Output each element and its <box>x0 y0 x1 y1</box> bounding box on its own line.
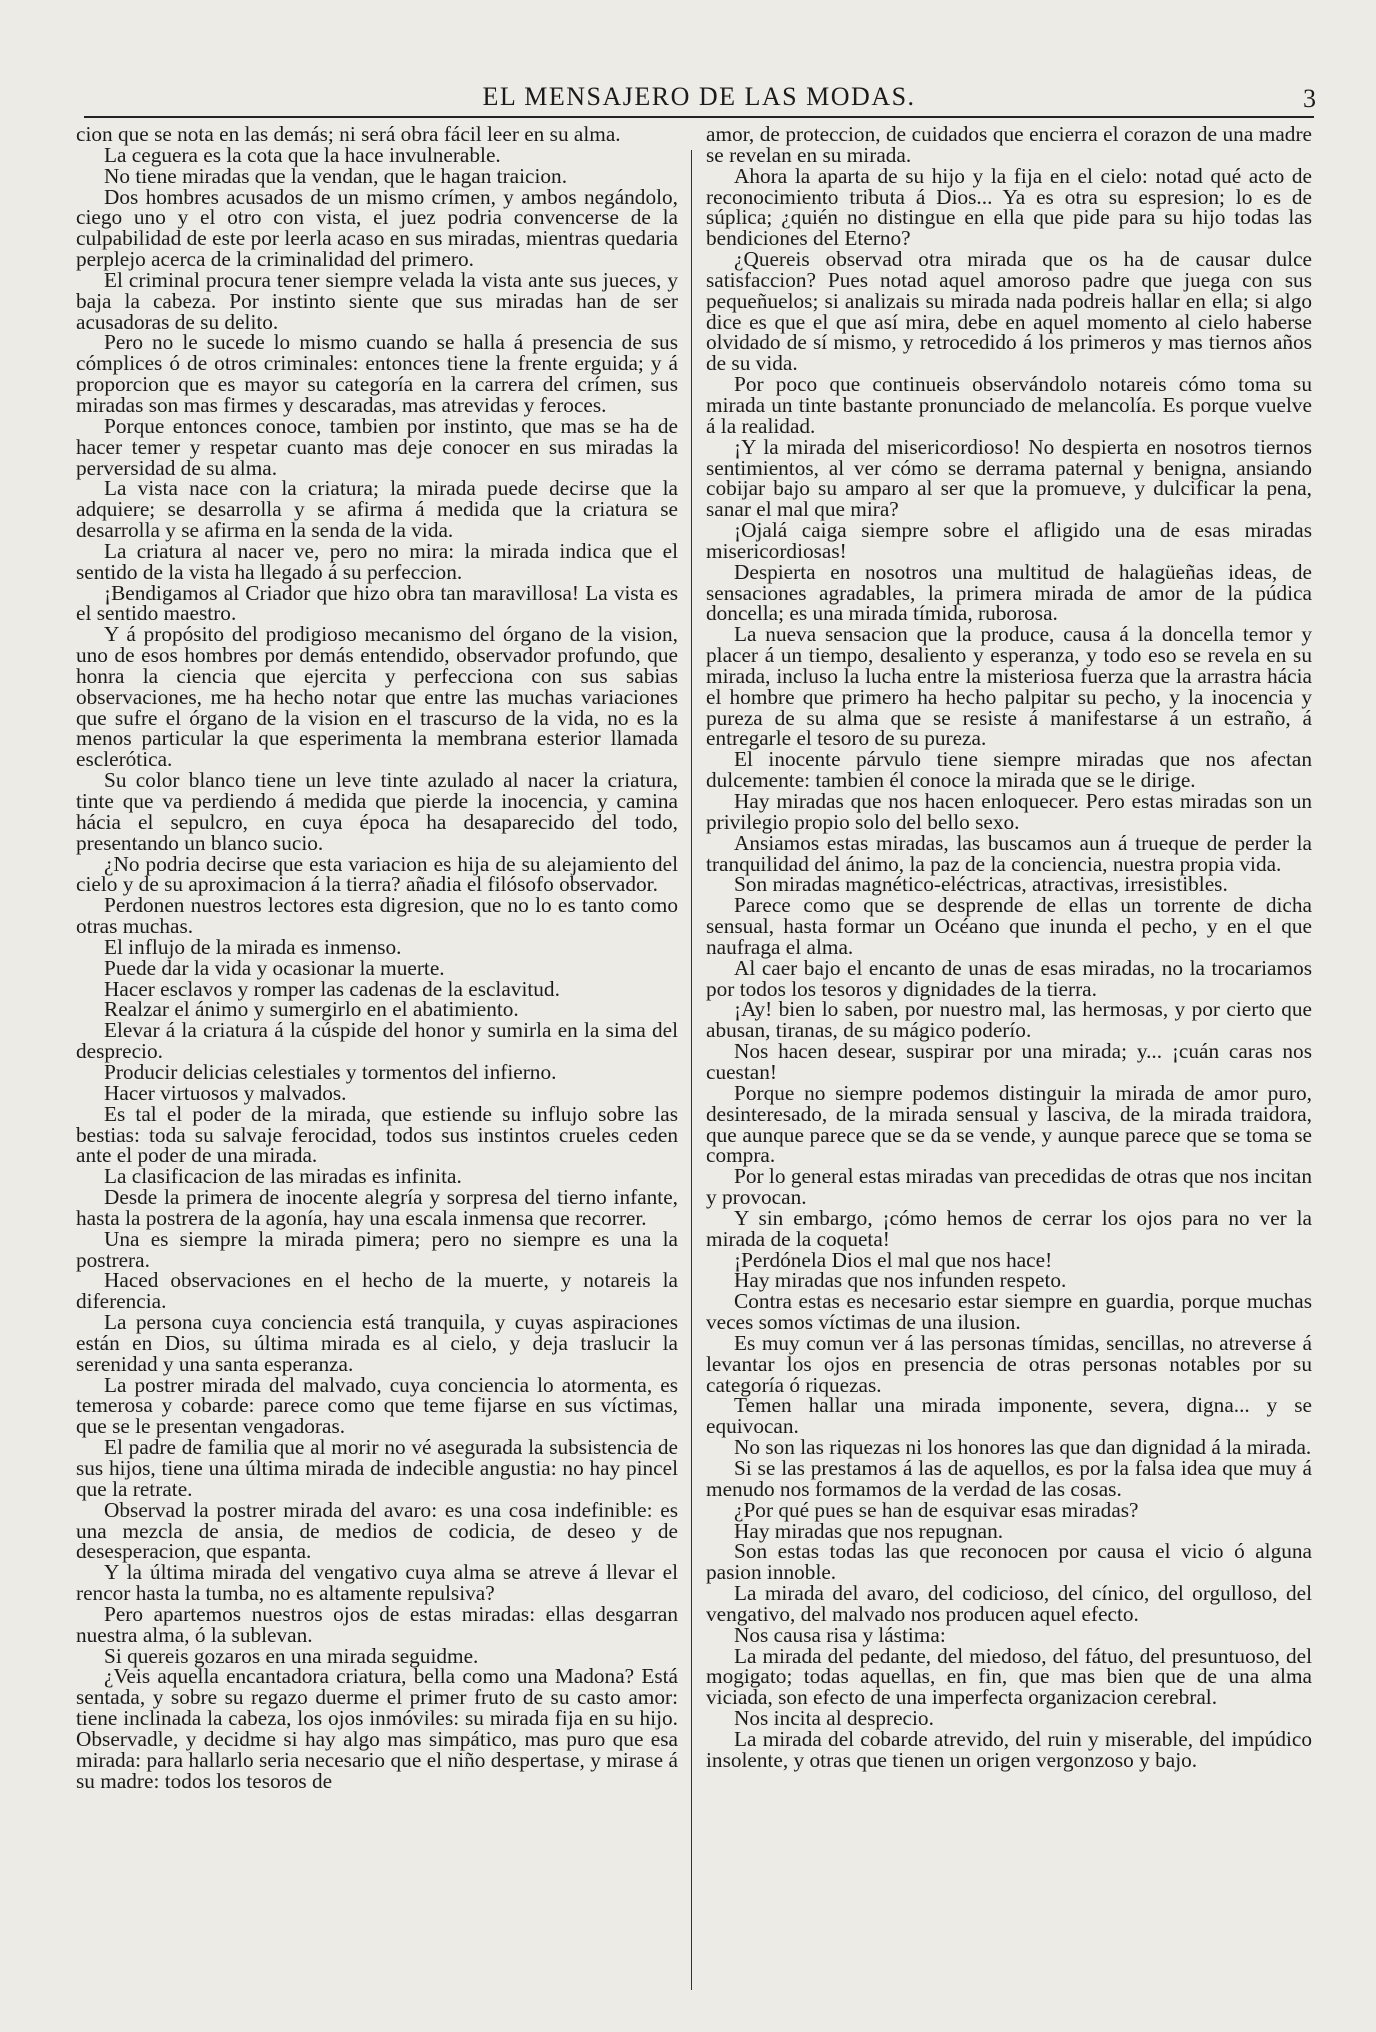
paragraph: Una es siempre la mirada pimera; pero no siempre es una la postrera. <box>76 1226 678 1272</box>
paragraph: La mirada del avaro, del codicioso, del cínico, del orgulloso, del vengativo, del malvado nos producen aquel efecto. <box>706 1581 1312 1626</box>
paragraph: Por poco que continueis observándolo notareis cómo toma su mirada un tinte bastante pronunciado de melancolía. Es porque vuelve á la realidad. <box>706 372 1312 438</box>
paragraph: La criatura al nacer ve, pero no mira: la mirada indica que el sentido de la vista ha llegado á su perfeccion. <box>76 538 678 584</box>
paragraph: Parece como que se desprende de ellas un torrente de dicha sensual, hasta formar un Océano que inunda el pecho, y en el que naufraga el alma. <box>706 893 1312 959</box>
paragraph: Observad la postrer mirada del avaro: es una cosa indefinible: es una mezcla de ansia, de medios de codicia, de deseo y de desesperacion, que espanta. <box>76 1497 678 1564</box>
paragraph: Desde la primera de inocente alegría y sorpresa del tierno infante, hasta la postrera de la agonía, hay una escala inmensa que recorrer. <box>76 1185 678 1230</box>
paragraph: Nos incita al desprecio. <box>734 1706 934 1731</box>
paragraph: Temen hallar una mirada imponente, severa, digna... y se equivocan. <box>706 1393 1312 1439</box>
paragraph: Porque entonces conoce, tambien por instinto, que mas se ha de hacer temer y respetar cuanto mas deje conocer en sus miradas la perversidad de su alma. <box>76 413 678 480</box>
paragraph: ¡Y la mirada del misericordioso! No despierta en nosotros tiernos sentimientos, al ver cómo se derrama paternal y benigna, ansiando cobijar bajo su amparo al ser que la promueve, y dulcificar la pena, sanar el mal que mira? <box>706 434 1312 522</box>
paragraph: Pero apartemos nuestros ojos de estas miradas: ellas desgarran nuestra alma, ó la sublevan. <box>76 1601 678 1647</box>
paragraph: ¡Perdónela Dios el mal que nos hace! <box>734 1247 1053 1272</box>
paragraph: Son estas todas las que reconocen por causa el vicio ó alguna pasion innoble. <box>706 1539 1312 1585</box>
paragraph: Contra estas es necesario estar siempre en guardia, porque muchas veces somos víctimas de una ilusion. <box>706 1289 1312 1335</box>
paragraph: ¿Veis aquella encantadora criatura, bella como una Madona? Está sentada, y sobre su regazo duerme el primer fruto de su casto amor: tiene inclinada la cabeza, los ojos inmóviles: su mirada fija en su hijo. Observadle, y decidme si hay algo mas simpático, mas puro que esa mirada: para hallarlo seria necesario que el niño despertase, y mirase á su madre: todos los tesoros de <box>76 1664 678 1793</box>
paragraph: ¡Ojalá caiga siempre sobre el afligido una de esas miradas misericordiosas! <box>706 518 1312 563</box>
paragraph: La nueva sensacion que la produce, causa á la doncella temor y placer á un tiempo, desaliento y esperanza, y todo eso se revela en su mirada, incluso la lucha entre la misteriosa fuerza que la arrastra hácia el hombre que primero ha hecho palpitar su pecho, y la inocencia y pureza de su alma que se resiste á manifestarse á un estraño, á entregarle el tesoro de su pureza. <box>706 622 1312 751</box>
paragraph: La mirada del cobarde atrevido, del ruin y miserable, del impúdico insolente, y otras que tienen un origen vergonzoso y bajo. <box>706 1726 1312 1772</box>
paragraph: ¿No podria decirse que esta variacion es hija de su alejamiento del cielo y de su aproximacion á la tierra? añadia el filósofo observador. <box>76 851 678 897</box>
paragraph: Es muy comun ver á las personas tímidas, sencillas, no atreverse á levantar los ojos en presencia de otras personas notables por su categoría ó riquezas. <box>706 1330 1312 1397</box>
paragraph: Producir delicias celestiales y tormentos del infierno. <box>104 1059 557 1084</box>
paragraph: El influjo de la mirada es inmenso. <box>104 934 402 959</box>
paragraph: El padre de familia que al morir no vé asegurada la subsistencia de sus hijos, tiene una última mirada de indecible angustia: no hay pincel que la retrate. <box>76 1435 678 1501</box>
paragraph: La ceguera es la cota que la hace invulnerable. <box>104 142 501 167</box>
paragraph: Nos causa risa y lástima: <box>734 1622 946 1647</box>
paragraph: No tiene miradas que la vendan, que le hagan traicion. <box>104 163 568 188</box>
paragraph: Hay miradas que nos hacen enloquecer. Pero estas miradas son un privilegio propio solo del bello sexo. <box>706 789 1312 834</box>
paragraph: cion que se nota en las demás; ni será obra fácil leer en su alma. <box>76 124 621 146</box>
paragraph: Realzar el ánimo y sumergirlo en el abatimiento. <box>104 997 519 1022</box>
paragraph: La mirada del pedante, del miedoso, del fátuo, del presuntuoso, del mogigato; todas aquellas, en fin, que mas bien que de una alma viciada, son efecto de una imperfecta organizacion cerebral. <box>706 1643 1312 1710</box>
paragraph: Ahora la aparta de su hijo y la fija en el cielo: notad qué acto de reconocimiento tributa á Dios... Ya es otra su espresion; lo es de súplica; ¿quién no distingue en ella que pide para su hijo todas las bendiciones del Eterno? <box>706 163 1312 251</box>
paragraph: La vista nace con la criatura; la mirada puede decirse que la adquiere; se desarrolla y se afirma á medida que la criatura se desarrolla y se afirma en la senda de la vida. <box>76 476 678 543</box>
paragraph: ¿Quereis observad otra mirada que os ha de causar dulce satisfaccion? Pues notad aquel amoroso padre que juega con sus pequeñuelos; si analizais su mirada nada podreis hallar en ella; si algo dice es que el que así mira, debe en aquel momento al cielo haberse olvidado de sí mismo, y retrocedido á los primeros y mas tiernos años de su vida. <box>706 247 1312 376</box>
paragraph: Dos hombres acusados de un mismo crímen, y ambos negándolo, ciego uno y el otro con vista, el juez podria convencerse de la culpabilidad de este por leerla acaso en sus miradas, mientras quedaria perplejo acerca de la criminalidad del primero. <box>76 184 678 272</box>
paragraph: Hay miradas que nos repugnan. <box>734 1518 1004 1543</box>
paragraph: Hacer virtuosos y malvados. <box>104 1080 347 1105</box>
paragraph: Por lo general estas miradas van precedidas de otras que nos incitan y provocan. <box>706 1164 1312 1210</box>
paragraph: La postrer mirada del malvado, cuya conciencia lo atormenta, es temerosa y cobarde: parece como que teme fijarse en sus víctimas, que se le presentan vengadoras. <box>76 1372 678 1439</box>
publication-title: EL MENSAJERO DE LAS MODAS. <box>482 82 916 111</box>
paragraph: Son miradas magnético-eléctricas, atractivas, irresistibles. <box>734 872 1228 897</box>
paragraph: No son las riquezas ni los honores las que dan dignidad á la mirada. <box>734 1435 1312 1460</box>
masthead <box>84 82 1314 122</box>
paragraph: Perdonen nuestros lectores esta digresion, que no lo es tanto como otras muchas. <box>76 893 678 939</box>
paragraph: Si quereis gozaros en una mirada seguidme. <box>104 1643 479 1668</box>
page-number: 3 <box>1303 84 1316 113</box>
paragraph: La persona cuya conciencia está tranquila, y cuyas aspiraciones están en Dios, su última mirada es al cielo, y deja traslucir la serenidad y una santa esperanza. <box>76 1310 678 1376</box>
paragraph: La clasificacion de las miradas es infinita. <box>104 1164 462 1189</box>
paragraph: Es tal el poder de la mirada, que estiende su influjo sobre las bestias: toda su salvaje ferocidad, todos sus instintos crueles ceden ante el poder de una mirada. <box>76 1101 678 1168</box>
paragraph: El criminal procura tener siempre velada la vista ante sus jueces, y baja la cabeza. Por instinto siente que sus miradas han de ser acusadoras de su delito. <box>76 267 678 334</box>
right-column <box>706 124 1312 2024</box>
paragraph: Y á propósito del prodigioso mecanismo del órgano de la vision, uno de esos hombres por demás entendido, observador profundo, que honra la ciencia que ejercita y perfecciona con sus sabias observaciones, me ha hecho notar que entre las muchas variaciones que sufre el órgano de la vision en el trascurso de la vida, no es la menos particular la que esperimenta la membrana esterior llamada esclerótica. <box>76 622 678 772</box>
paragraph: ¿Por qué pues se han de esquivar esas miradas? <box>734 1497 1139 1522</box>
left-column <box>76 124 678 2024</box>
paragraph: Hay miradas que nos infunden respeto. <box>734 1268 1067 1293</box>
paragraph: Y la última mirada del vengativo cuya alma se atreve á llevar el rencor hasta la tumba, no es altamente repulsiva? <box>76 1560 678 1606</box>
paragraph: amor, de proteccion, de cuidados que encierra el corazon de una madre se revelan en su mirada. <box>706 124 1312 167</box>
column-divider <box>691 150 692 1990</box>
paragraph: Elevar á la criatura á la cúspide del honor y sumirla en la sima del desprecio. <box>76 1018 678 1064</box>
paragraph: ¡Ay! bien lo saben, por nuestro mal, las hermosas, y por cierto que abusan, tiranas, de su mágico poderío. <box>706 997 1312 1043</box>
paragraph: ¡Bendigamos al Criador que hizo obra tan maravillosa! La vista es el sentido maestro. <box>76 580 678 626</box>
paragraph: Ansiamos estas miradas, las buscamos aun á trueque de perder la tranquilidad del ánimo, la paz de la conciencia, nuestra propia vida. <box>706 830 1312 876</box>
paragraph: Despierta en nosotros una multitud de halagüeñas ideas, de sensaciones agradables, la primera mirada de amor de la púdica doncella; es una mirada tímida, ruborosa. <box>706 559 1312 626</box>
paragraph: El inocente párvulo tiene siempre miradas que nos afectan dulcemente: tambien él conoce la mirada que se le dirige. <box>706 747 1312 793</box>
masthead-rule <box>84 116 1314 118</box>
paragraph: Al caer bajo el encanto de unas de esas miradas, no la trocariamos por todos los tesoros y dignidades de la tierra. <box>706 955 1312 1001</box>
paragraph: Pero no le sucede lo mismo cuando se halla á presencia de sus cómplices ó de otros criminales: entonces tiene la frente erguida; y á proporcion que es mayor su categoría en la carrera del crímen, sus miradas son mas firmes y descaradas, mas atrevidas y feroces. <box>76 330 678 417</box>
paragraph: Puede dar la vida y ocasionar la muerte. <box>104 955 445 980</box>
paragraph: Nos hacen desear, suspirar por una mirada; y... ¡cuán caras nos cuestan! <box>706 1039 1312 1084</box>
paragraph: Haced observaciones en el hecho de la muerte, y notareis la diferencia. <box>76 1268 678 1314</box>
paragraph: Su color blanco tiene un leve tinte azulado al nacer la criatura, tinte que va perdiendo á medida que pierde la inocencia, y camina hácia el sepulcro, en cuya época ha desaparecido del todo, presentando un blanco sucio. <box>76 768 678 855</box>
paragraph: Hacer esclavos y romper las cadenas de la esclavitud. <box>104 976 560 1001</box>
paragraph: Porque no siempre podemos distinguir la mirada de amor puro, desinteresado, de la mirada sensual y lasciva, de la mirada traidora, que aunque parece que se da se vende, y aunque parece que se toma se compra. <box>706 1080 1312 1168</box>
paragraph: Y sin embargo, ¡cómo hemos de cerrar los ojos para no ver la mirada de la coqueta! <box>706 1205 1312 1251</box>
paragraph: Si se las prestamos á las de aquellos, es por la falsa idea que muy á menudo nos formamos de la verdad de las cosas. <box>706 1456 1312 1501</box>
